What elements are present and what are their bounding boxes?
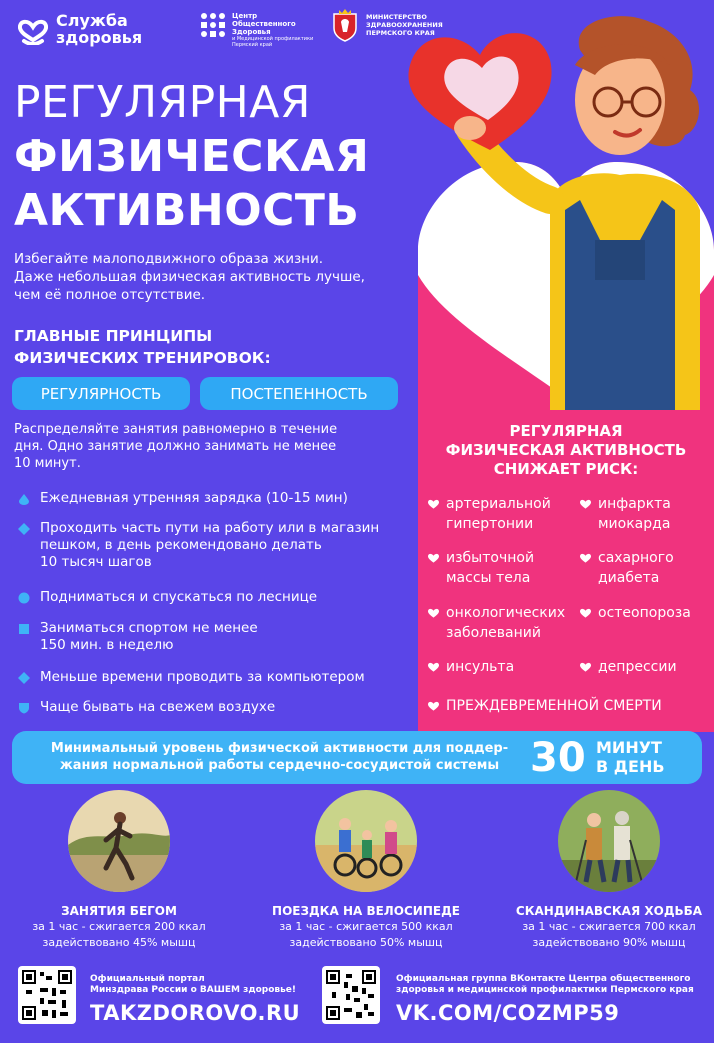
minimum-activity-text — [42, 740, 517, 774]
heart-bullet-icon — [428, 701, 439, 712]
heart-bullet-icon — [580, 553, 591, 564]
logo2-line2: Общественного — [232, 20, 296, 28]
heart-logo-icon — [18, 13, 48, 45]
czoz-logo — [200, 12, 313, 48]
list-item — [428, 657, 514, 677]
activity-running — [0, 790, 238, 951]
tip-text: Ежедневная утренняя зарядка (10-15 мин) — [40, 490, 348, 506]
risk-text: остеопороза — [598, 605, 691, 621]
activity-kcal: за 1 час - сжигается 700 ккал — [522, 920, 696, 933]
activity-muscles: задействовано 90% мышц — [532, 936, 686, 949]
tip-text: Проходить часть пути на работу или в магазин — [40, 520, 380, 536]
intro-line3: чем её полное отсутствие. — [14, 287, 206, 303]
activity-kcal: за 1 час - сжигается 500 ккал — [279, 920, 453, 933]
risk-text: инсульта — [446, 659, 515, 675]
list-item — [18, 520, 379, 571]
logo2-line1: Центр — [232, 12, 258, 20]
risk-text: избыточной — [446, 550, 535, 566]
activity-cycling — [247, 790, 485, 951]
activity-muscles: задействовано 45% мышц — [42, 936, 196, 949]
takzdorovo-link[interactable]: TAKZDOROVO.RU — [90, 1001, 301, 1025]
minutes-unit — [596, 738, 665, 776]
risk-text: сахарного — [598, 550, 674, 566]
tip-text: Чаще бывать на свежем воздухе — [40, 699, 276, 715]
pill-gradualness: ПОСТЕПЕННОСТЬ — [200, 377, 398, 410]
shield-bullet-icon — [18, 702, 30, 714]
risk-text: миокарда — [598, 516, 671, 532]
list-item — [580, 494, 671, 534]
logo3-line2: ЗДРАВООХРАНЕНИЯ — [366, 21, 443, 29]
intro-text — [14, 250, 404, 304]
list-item — [18, 589, 317, 606]
title-line2: ФИЗИЧЕСКАЯ — [14, 131, 370, 182]
logo2-small2: Пермский край — [232, 42, 273, 48]
risk-text: артериальной — [446, 496, 551, 512]
tip-text: Подниматься и спускаться по леснице — [40, 589, 318, 605]
qr-code-icon — [22, 970, 72, 1020]
tip-text: пешком, в день рекомендовано делать — [40, 537, 322, 553]
list-item — [18, 699, 275, 716]
risk-text: онкологических — [446, 605, 566, 621]
unit-line1: МИНУТ — [596, 738, 662, 757]
activity-name: ПОЕЗДКА НА ВЕЛОСИПЕДЕ — [272, 904, 460, 918]
logo1-line1: Служба — [56, 11, 128, 30]
tip-text: Меньше времени проводить за компьютером — [40, 669, 365, 685]
activity-name: СКАНДИНАВСКАЯ ХОДЬБА — [515, 904, 703, 918]
risk-text: ПРЕЖДЕВРЕМЕННОЙ СМЕРТИ — [446, 698, 662, 714]
heart-bullet-icon — [428, 553, 439, 564]
list-item — [428, 696, 662, 716]
heart-bullet-icon — [580, 662, 591, 673]
risk-text: гипертонии — [446, 516, 534, 532]
list-item — [428, 603, 565, 643]
principles-line2: ФИЗИЧЕСКИХ ТРЕНИРОВОК: — [14, 349, 271, 367]
risk-heading-line2: ФИЗИЧЕСКАЯ АКТИВНОСТЬ — [445, 441, 687, 459]
pill-regularity: РЕГУЛЯРНОСТЬ — [12, 377, 190, 410]
sluzhba-zdorovya-logo — [18, 12, 142, 46]
risk-heading — [418, 422, 714, 479]
portal-caption-line2: Минздрава России о ВАШЕМ здоровье! — [90, 985, 296, 995]
list-item — [428, 548, 534, 588]
logo2-line3: Здоровья — [232, 28, 271, 36]
list-item — [18, 669, 365, 686]
drop-bullet-icon — [18, 493, 30, 505]
vk-caption — [396, 974, 694, 996]
circle-bullet-icon — [18, 592, 30, 604]
tip-text: Заниматься спортом не менее — [40, 620, 258, 636]
tip-text: 10 тысяч шагов — [40, 554, 152, 570]
unit-line2: В ДЕНЬ — [596, 757, 665, 776]
nordic-walking-photo — [558, 790, 660, 892]
risk-heading-line3: СНИЖАЕТ РИСК: — [493, 460, 639, 478]
list-item — [428, 494, 551, 534]
portal-caption — [90, 974, 296, 996]
title-line3: АКТИВНОСТЬ — [14, 185, 360, 236]
qr-code-vk[interactable] — [322, 966, 380, 1024]
principles-heading — [14, 325, 271, 369]
minimum-activity-bar — [12, 731, 702, 784]
heart-bullet-icon — [428, 608, 439, 619]
risk-text: массы тела — [446, 570, 531, 586]
minutes-number: 30 — [530, 735, 586, 781]
vk-link[interactable]: VK.COM/COZMP59 — [396, 1001, 620, 1025]
logo3-line1: МИНИСТЕРСТВО — [366, 13, 427, 21]
vk-caption-line1: Официальная группа ВКонтакте Центра общественного — [396, 974, 691, 984]
list-item — [18, 620, 258, 654]
logo1-line2: здоровья — [56, 28, 143, 47]
intro-line1: Избегайте малоподвижного образа жизни. — [14, 251, 324, 267]
activity-kcal: за 1 час - сжигается 200 ккал — [32, 920, 206, 933]
distribute-line2: дня. Одно занятие должно занимать не менее — [14, 439, 337, 454]
portal-caption-line1: Официальный портал — [90, 974, 205, 984]
tip-text: 150 мин. в неделю — [40, 637, 174, 653]
list-item — [580, 603, 691, 623]
list-item — [580, 548, 674, 588]
list-item — [580, 657, 677, 677]
heart-bullet-icon — [428, 499, 439, 510]
girl-holding-heart-illustration — [400, 10, 714, 410]
page-title — [14, 76, 369, 238]
activity-muscles: задействовано 50% мышц — [289, 936, 443, 949]
risk-text: диабета — [598, 570, 660, 586]
diamond-bullet-icon — [18, 672, 30, 684]
heart-bullet-icon — [580, 608, 591, 619]
square-bullet-icon — [18, 623, 30, 635]
qr-code-takzdorovo[interactable] — [18, 966, 76, 1024]
heart-bullet-icon — [428, 662, 439, 673]
logo2-small1: и Медицинской профилактики — [232, 36, 314, 42]
qr-code-icon — [326, 970, 376, 1020]
heart-bullet-icon — [580, 499, 591, 510]
risk-text: инфаркта — [598, 496, 671, 512]
distribute-line1: Распределяйте занятия равномерно в течение — [14, 422, 338, 437]
risk-text: депрессии — [598, 659, 677, 675]
risk-text: заболеваний — [446, 625, 541, 641]
title-line1: РЕГУЛЯРНАЯ — [14, 77, 311, 128]
logo3-line3: ПЕРМСКОГО КРАЯ — [366, 29, 435, 37]
intro-line2: Даже небольшая физическая активность лучше, — [14, 269, 365, 285]
coat-of-arms-icon — [332, 8, 358, 42]
dots-logo-icon — [200, 12, 226, 38]
risk-heading-line1: РЕГУЛЯРНАЯ — [509, 422, 623, 440]
activity-name: ЗАНЯТИЯ БЕГОМ — [61, 904, 177, 918]
principles-line1: ГЛАВНЫЕ ПРИНЦИПЫ — [14, 327, 213, 345]
cycling-photo — [315, 790, 417, 892]
distribute-text — [14, 421, 409, 472]
activity-nordic-walking — [490, 790, 714, 951]
diamond-bullet-icon — [18, 523, 30, 535]
vk-caption-line2: здоровья и медицинской профилактики Пермского края — [396, 985, 694, 995]
bar-line1: Минимальный уровень физической активности для поддер- — [50, 741, 509, 756]
bar-line2: жания нормальной работы сердечно-сосудистой системы — [59, 758, 500, 773]
running-photo — [68, 790, 170, 892]
list-item — [18, 490, 348, 507]
distribute-line3: 10 минут. — [14, 456, 81, 471]
